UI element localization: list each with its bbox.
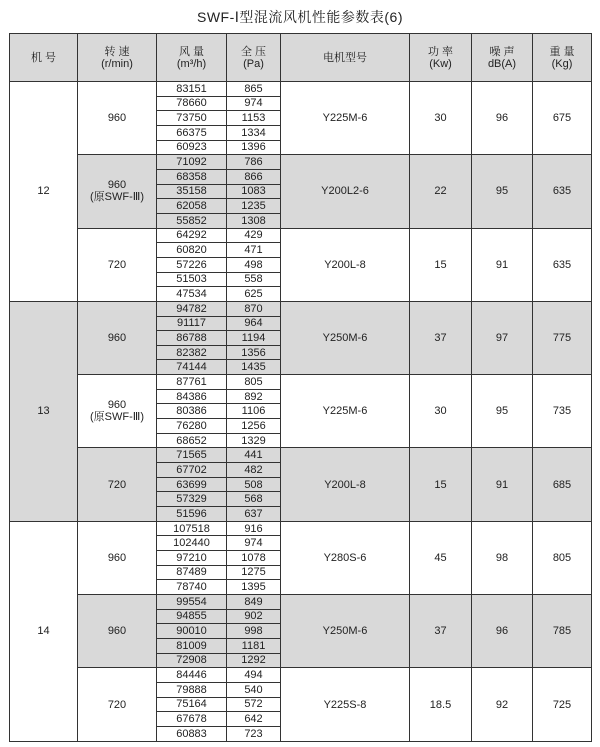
airflow-cell: 91117 <box>157 316 227 331</box>
airflow-cell: 84446 <box>157 668 227 683</box>
noise-cell: 95 <box>472 375 533 448</box>
power-cell: 15 <box>410 228 472 301</box>
table-row <box>10 521 592 536</box>
airflow-cell: 78660 <box>157 96 227 111</box>
noise-cell: 91 <box>472 228 533 301</box>
pressure-cell: 902 <box>227 609 281 624</box>
airflow-cell: 60820 <box>157 243 227 258</box>
airflow-cell: 62058 <box>157 199 227 214</box>
airflow-cell: 64292 <box>157 228 227 243</box>
table-row <box>10 668 592 683</box>
pressure-cell: 572 <box>227 697 281 712</box>
airflow-cell: 73750 <box>157 111 227 126</box>
speed-cell <box>78 301 157 374</box>
speed-cell <box>78 594 157 667</box>
speed-cell <box>78 448 157 521</box>
speed-cell <box>78 228 157 301</box>
pressure-cell: 1396 <box>227 140 281 155</box>
table-title: SWF-Ⅰ型混流风机性能参数表(6) <box>196 9 403 25</box>
weight-cell: 685 <box>533 448 592 521</box>
airflow-cell: 67702 <box>157 463 227 478</box>
airflow-cell: 51596 <box>157 507 227 522</box>
machine-no-cell: 12 <box>10 82 78 302</box>
speed-value: 720 <box>107 478 127 491</box>
pressure-cell: 471 <box>227 243 281 258</box>
speed-note: (原SWF-Ⅲ) <box>89 411 144 424</box>
pressure-cell: 482 <box>227 463 281 478</box>
airflow-cell: 84386 <box>157 389 227 404</box>
airflow-cell: 90010 <box>157 624 227 639</box>
speed-value: 960 <box>107 551 127 564</box>
motor-model-cell: Y250M-6 <box>281 301 410 374</box>
airflow-cell: 87761 <box>157 375 227 390</box>
airflow-cell: 60883 <box>157 726 227 741</box>
speed-cell <box>78 82 157 155</box>
speed-value: 960 <box>107 179 127 192</box>
pressure-cell: 1194 <box>227 331 281 346</box>
weight-cell: 635 <box>533 155 592 228</box>
speed-cell <box>78 521 157 594</box>
table-row <box>10 301 592 316</box>
pressure-cell: 1435 <box>227 360 281 375</box>
speed-cell <box>78 155 157 228</box>
airflow-cell: 71092 <box>157 155 227 170</box>
pressure-cell: 786 <box>227 155 281 170</box>
pressure-cell: 1356 <box>227 345 281 360</box>
airflow-cell: 102440 <box>157 536 227 551</box>
speed-value: 720 <box>107 258 127 271</box>
pressure-cell: 1153 <box>227 111 281 126</box>
airflow-cell: 80386 <box>157 404 227 419</box>
pressure-cell: 805 <box>227 375 281 390</box>
airflow-cell: 82382 <box>157 345 227 360</box>
airflow-cell: 63699 <box>157 477 227 492</box>
pressure-cell: 870 <box>227 301 281 316</box>
pressure-cell: 1292 <box>227 653 281 668</box>
noise-cell: 98 <box>472 521 533 594</box>
noise-cell: 97 <box>472 301 533 374</box>
airflow-cell: 71565 <box>157 448 227 463</box>
pressure-cell: 1395 <box>227 580 281 595</box>
weight-cell: 805 <box>533 521 592 594</box>
pressure-cell: 1256 <box>227 419 281 434</box>
header-power: 功 率 (Kw) <box>410 34 472 82</box>
pressure-cell: 892 <box>227 389 281 404</box>
airflow-cell: 75164 <box>157 697 227 712</box>
pressure-cell: 974 <box>227 96 281 111</box>
airflow-cell: 72908 <box>157 653 227 668</box>
motor-model-cell: Y225S-8 <box>281 668 410 742</box>
airflow-cell: 57329 <box>157 492 227 507</box>
power-cell: 30 <box>410 375 472 448</box>
header-row <box>10 34 592 82</box>
weight-cell: 635 <box>533 228 592 301</box>
pressure-cell: 964 <box>227 316 281 331</box>
pressure-cell: 558 <box>227 272 281 287</box>
noise-cell: 95 <box>472 155 533 228</box>
airflow-cell: 99554 <box>157 594 227 609</box>
header-machine-no: 机 号 <box>10 34 78 82</box>
airflow-cell: 67678 <box>157 712 227 727</box>
power-cell: 18.5 <box>410 668 472 742</box>
pressure-cell: 429 <box>227 228 281 243</box>
pressure-cell: 998 <box>227 624 281 639</box>
pressure-cell: 1083 <box>227 184 281 199</box>
table-row <box>10 594 592 609</box>
power-cell: 45 <box>410 521 472 594</box>
pressure-cell: 723 <box>227 726 281 741</box>
noise-cell: 92 <box>472 668 533 742</box>
fan-performance-table <box>9 33 592 742</box>
pressure-cell: 1334 <box>227 125 281 140</box>
pressure-cell: 1275 <box>227 565 281 580</box>
airflow-cell: 79888 <box>157 682 227 697</box>
airflow-cell: 94855 <box>157 609 227 624</box>
speed-cell <box>78 668 157 742</box>
airflow-cell: 87489 <box>157 565 227 580</box>
noise-cell: 96 <box>472 82 533 155</box>
pressure-cell: 642 <box>227 712 281 727</box>
power-cell: 30 <box>410 82 472 155</box>
speed-value: 960 <box>107 625 127 638</box>
motor-model-cell: Y280S-6 <box>281 521 410 594</box>
machine-no-cell: 14 <box>10 521 78 741</box>
airflow-cell: 81009 <box>157 638 227 653</box>
weight-cell: 775 <box>533 301 592 374</box>
power-cell: 15 <box>410 448 472 521</box>
pressure-cell: 540 <box>227 682 281 697</box>
airflow-cell: 47534 <box>157 287 227 302</box>
airflow-cell: 68652 <box>157 433 227 448</box>
speed-value: 960 <box>107 399 127 412</box>
airflow-cell: 66375 <box>157 125 227 140</box>
airflow-cell: 76280 <box>157 419 227 434</box>
airflow-cell: 60923 <box>157 140 227 155</box>
pressure-cell: 637 <box>227 507 281 522</box>
pressure-cell: 498 <box>227 257 281 272</box>
power-cell: 37 <box>410 594 472 667</box>
pressure-cell: 1078 <box>227 551 281 566</box>
airflow-cell: 55852 <box>157 213 227 228</box>
header-total-pressure: 全 压 (Pa) <box>227 34 281 82</box>
pressure-cell: 849 <box>227 594 281 609</box>
table-row <box>10 155 592 170</box>
speed-value: 960 <box>107 331 127 344</box>
airflow-cell: 74144 <box>157 360 227 375</box>
weight-cell: 785 <box>533 594 592 667</box>
header-airflow: 风 量 (m³/h) <box>157 34 227 82</box>
pressure-cell: 1106 <box>227 404 281 419</box>
airflow-cell: 107518 <box>157 521 227 536</box>
weight-cell: 735 <box>533 375 592 448</box>
table-row <box>10 375 592 390</box>
pressure-cell: 866 <box>227 169 281 184</box>
motor-model-cell: Y225M-6 <box>281 375 410 448</box>
weight-cell: 725 <box>533 668 592 742</box>
pressure-cell: 916 <box>227 521 281 536</box>
airflow-cell: 78740 <box>157 580 227 595</box>
motor-model-cell: Y250M-6 <box>281 594 410 667</box>
header-motor-model: 电机型号 <box>281 34 410 82</box>
table-row <box>10 228 592 243</box>
power-cell: 22 <box>410 155 472 228</box>
airflow-cell: 94782 <box>157 301 227 316</box>
noise-cell: 91 <box>472 448 533 521</box>
airflow-cell: 86788 <box>157 331 227 346</box>
table-row <box>10 448 592 463</box>
weight-cell: 675 <box>533 82 592 155</box>
pressure-cell: 865 <box>227 82 281 97</box>
pressure-cell: 568 <box>227 492 281 507</box>
motor-model-cell: Y200L-8 <box>281 448 410 521</box>
header-speed: 转 速 (r/min) <box>78 34 157 82</box>
table-row <box>10 82 592 97</box>
machine-no-cell: 13 <box>10 301 78 521</box>
pressure-cell: 1329 <box>227 433 281 448</box>
airflow-cell: 35158 <box>157 184 227 199</box>
airflow-cell: 68358 <box>157 169 227 184</box>
pressure-cell: 1235 <box>227 199 281 214</box>
pressure-cell: 441 <box>227 448 281 463</box>
header-noise: 噪 声 dB(A) <box>472 34 533 82</box>
airflow-cell: 83151 <box>157 82 227 97</box>
header-weight: 重 量 (Kg) <box>533 34 592 82</box>
pressure-cell: 494 <box>227 668 281 683</box>
motor-model-cell: Y225M-6 <box>281 82 410 155</box>
noise-cell: 96 <box>472 594 533 667</box>
speed-value: 720 <box>107 698 127 711</box>
airflow-cell: 51503 <box>157 272 227 287</box>
motor-model-cell: Y200L-8 <box>281 228 410 301</box>
pressure-cell: 1308 <box>227 213 281 228</box>
power-cell: 37 <box>410 301 472 374</box>
pressure-cell: 625 <box>227 287 281 302</box>
speed-value: 960 <box>107 112 127 125</box>
pressure-cell: 1181 <box>227 638 281 653</box>
airflow-cell: 57226 <box>157 257 227 272</box>
pressure-cell: 974 <box>227 536 281 551</box>
pressure-cell: 508 <box>227 477 281 492</box>
speed-cell <box>78 375 157 448</box>
motor-model-cell: Y200L2-6 <box>281 155 410 228</box>
speed-note: (原SWF-Ⅲ) <box>89 191 144 204</box>
airflow-cell: 97210 <box>157 551 227 566</box>
